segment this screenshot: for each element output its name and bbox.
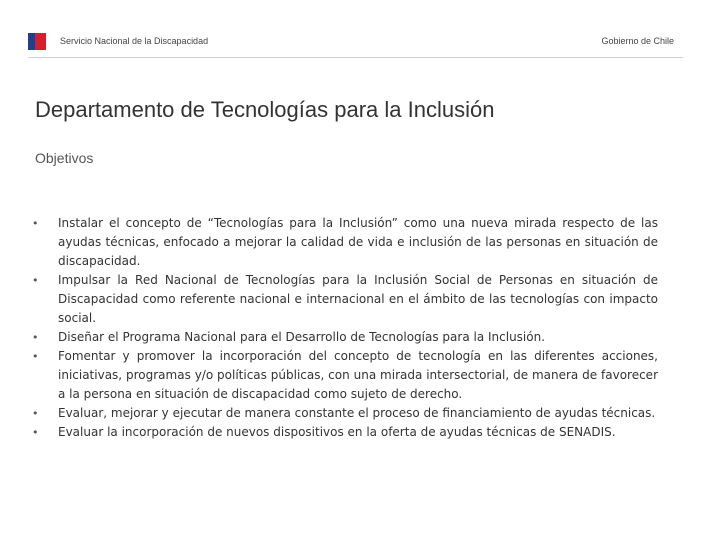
bullet-icon: •	[32, 274, 39, 287]
objective-text: Instalar el concepto de “Tecnologías para la Inclusión” como una nueva mirada respecto de las ayudas técnicas, enfocado a mejorar la calidad de vida e inclusión de las personas en situación de discapacidad.	[58, 216, 658, 268]
header-organization: Servicio Nacional de la Discapacidad	[60, 36, 209, 46]
objective-text: Impulsar la Red Nacional de Tecnologías para la Inclusión Social de Personas en situación de Discapacidad como referente nacional e internacional en el ámbito de las tecnologías con impacto social.	[58, 273, 658, 325]
list-item	[30, 347, 658, 404]
bullet-icon: •	[32, 407, 39, 420]
objective-text: Evaluar la incorporación de nuevos dispositivos en la oferta de ayudas técnicas de SENADIS.	[58, 425, 616, 439]
objective-text: Diseñar el Programa Nacional para el Desarrollo de Tecnologías para la Inclusión.	[58, 330, 546, 344]
list-item	[30, 328, 658, 347]
objectives-list	[30, 214, 658, 442]
objective-text: Evaluar, mejorar y ejecutar de manera constante el proceso de financiamiento de ayudas técnicas.	[58, 406, 656, 420]
page-title: Departamento de Tecnologías para la Inclusión	[35, 97, 495, 122]
list-item	[30, 404, 658, 423]
list-item	[30, 214, 658, 271]
objective-text: Fomentar y promover la incorporación del concepto de tecnología en las diferentes acciones, iniciativas, programas y/o políticas públicas, con una mirada intersectorial, de manera de favorecer a la persona en situación de discapacidad como sujeto de derecho.	[58, 349, 658, 401]
chile-flag-logo	[28, 33, 46, 50]
bullet-icon: •	[32, 217, 39, 230]
logo-red-stripe	[35, 33, 46, 50]
bullet-icon: •	[32, 331, 39, 344]
header-government: Gobierno de Chile	[601, 36, 674, 46]
bullet-icon: •	[32, 426, 39, 439]
header-divider	[28, 57, 683, 58]
bullet-icon: •	[32, 350, 39, 363]
logo-blue-stripe	[28, 33, 35, 50]
list-item	[30, 423, 658, 442]
section-subtitle: Objetivos	[35, 150, 94, 166]
list-item	[30, 271, 658, 328]
